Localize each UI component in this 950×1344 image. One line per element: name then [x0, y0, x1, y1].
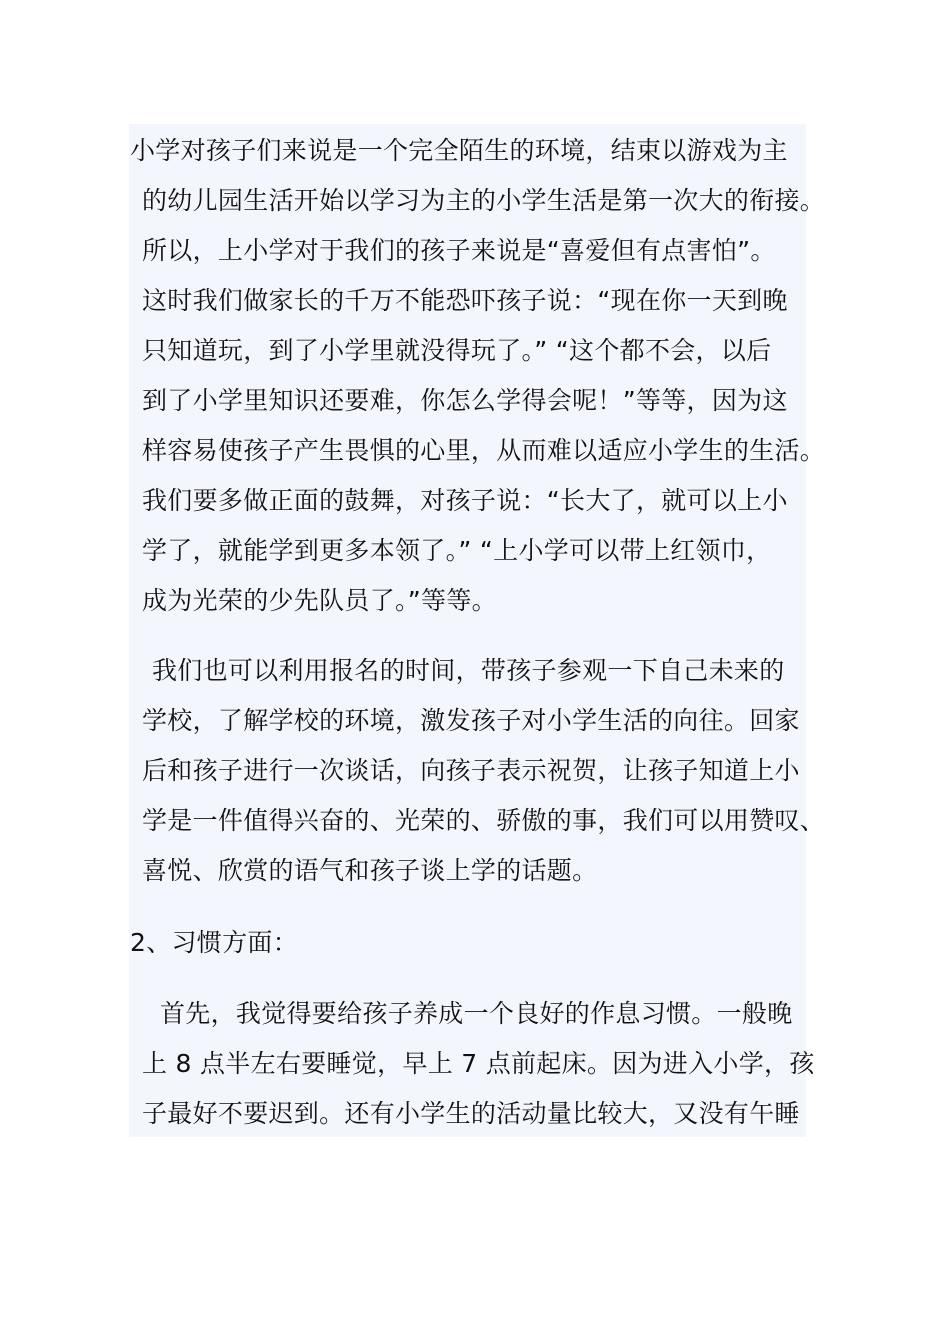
paragraph-2-line-1: 我们也可以利用报名的时间，带孩子参观一下自己未来的	[152, 656, 785, 685]
paragraph-1-line-5: 只知道玩，到了小学里就没得玩了。” “这个都不会，以后	[142, 336, 772, 365]
paragraph-1-line-9: 学了，就能学到更多本领了。” “上小学可以带上红领巾，	[142, 536, 772, 565]
paragraph-3-line-1: 首先，我觉得要给孩子养成一个良好的作息习惯。一般晚	[160, 999, 793, 1028]
paragraph-2-line-4: 学是一件值得兴奋的、光荣的、骄傲的事，我们可以用赞叹、	[142, 806, 826, 835]
paragraph-2-line-5: 喜悦、欣赏的语气和孩子谈上学的话题。	[142, 856, 598, 885]
paragraph-3-line-3: 子最好不要迟到。还有小学生的活动量比较大，又没有午睡	[142, 1099, 800, 1128]
paragraph-1-line-3: 所以，上小学对于我们的孩子来说是“喜爱但有点害怕”。	[142, 236, 776, 265]
paragraph-1-line-6: 到了小学里知识还要难，你怎么学得会呢！”等等，因为这	[142, 386, 788, 415]
paragraph-1-line-2: 的幼儿园生活开始以学习为主的小学生活是第一次大的衔接。	[142, 186, 826, 215]
paragraph-2-line-3: 后和孩子进行一次谈话，向孩子表示祝贺，让孩子知道上小	[142, 756, 800, 785]
paragraph-1-line-7: 样容易使孩子产生畏惧的心里，从而难以适应小学生的生活。	[142, 436, 826, 465]
paragraph-1-line-8: 我们要多做正面的鼓舞，对孩子说：“长大了，就可以上小	[142, 486, 788, 515]
paragraph-1-line-4: 这时我们做家长的千万不能恐吓孩子说：“现在你一天到晚	[142, 286, 788, 315]
highlighted-text-block	[129, 124, 806, 1137]
paragraph-2-line-2: 学校，了解学校的环境，激发孩子对小学生活的向往。回家	[142, 706, 800, 735]
paragraph-3-line-2: 上 8 点半左右要睡觉，早上 7 点前起床。因为进入小学，孩	[142, 1049, 815, 1078]
paragraph-1-line-10: 成为光荣的少先队员了。”等等。	[142, 586, 497, 615]
paragraph-1-line-1: 小学对孩子们来说是一个完全陌生的环境，结束以游戏为主	[130, 136, 788, 165]
section-heading-habits: 2、习惯方面：	[130, 928, 299, 957]
